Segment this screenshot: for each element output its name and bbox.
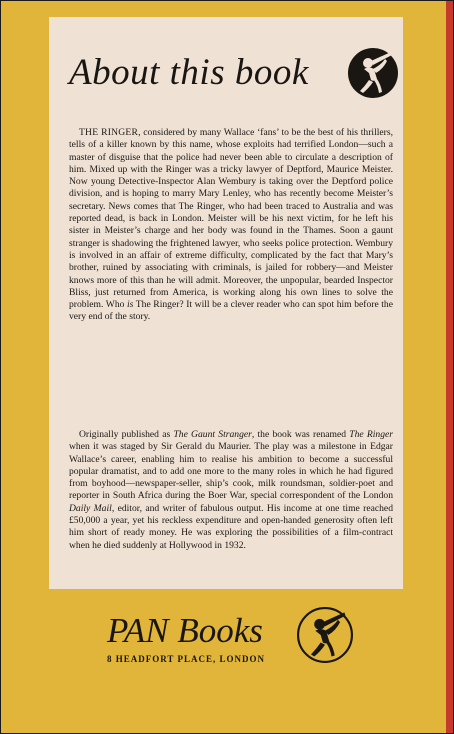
pan-piper-emblem-icon (297, 607, 353, 663)
cover-spine-edge (446, 1, 453, 733)
about-panel (49, 17, 403, 589)
panel-title: About this book (69, 52, 309, 93)
pan-piper-emblem-icon (347, 47, 399, 99)
synopsis-paragraph: THE RINGER, considered by many Wallace ‘fans’ to be the best of his thrillers, tells of a killer known by this name, whose exploits had terrified London—such a master of disguise that the police had never been able to circulate a description of him. Mixed up with the Ringer was a tricky lawyer of Deptford, Maurice Meister. Now young Detective-Inspector Alan Wembury is taking over the Deptford police division, and is hoping to marry Mary Lenley, who has recently become Meister’s secretary. News comes that The Ringer, who had been traced to Australia and was reported dead, is back in London. Meister will be his next victim, for he left his sister in Meister’s charge and her body was found in the Thames. Soon a gaunt stranger is shadowing the frightened lawyer, who seeks police protection. Wembury is involved in an affair of extreme difficulty, complicated by the fact that Mary’s brother, ruined by associating with criminals, is jailed for robbery—and Meister knows more of this than he will admit. Moreover, the unpopular, bearded Inspector Bliss, just returned from America, is working along his own lines to solve the problem. Who is The Ringer? It will be a clever reader who can spot him before the very end of the story. (69, 127, 393, 323)
publisher-address: 8 HEADFORT PLACE, LONDON (107, 654, 266, 664)
book-title-caps: THE RINGER (79, 127, 139, 138)
author-paragraph: Originally published as The Gaunt Stranger, the book was renamed The Ringer when it was staged by Sir Gerald du Maurier. The play was a milestone in Edgar Wallace’s career, enabling him to realise his ambition to become a successful popular dramatist, and to add one more to the many roles in which he had figured from boyhood—newspaper-seller, ship’s cook, milk roundsman, soldier-poet and reporter in South Africa during the Boer War, special correspondent of the London Daily Mail, editor, and writer of fabulous output. His income at one time reached £50,000 a year, yet his reckless expenditure and open-handed generosity often left him short of ready money. He was exploring the possibilities of a film-contract when he died suddenly at Hollywood in 1932. (69, 429, 393, 551)
publisher-brand: PAN Books (107, 611, 263, 650)
